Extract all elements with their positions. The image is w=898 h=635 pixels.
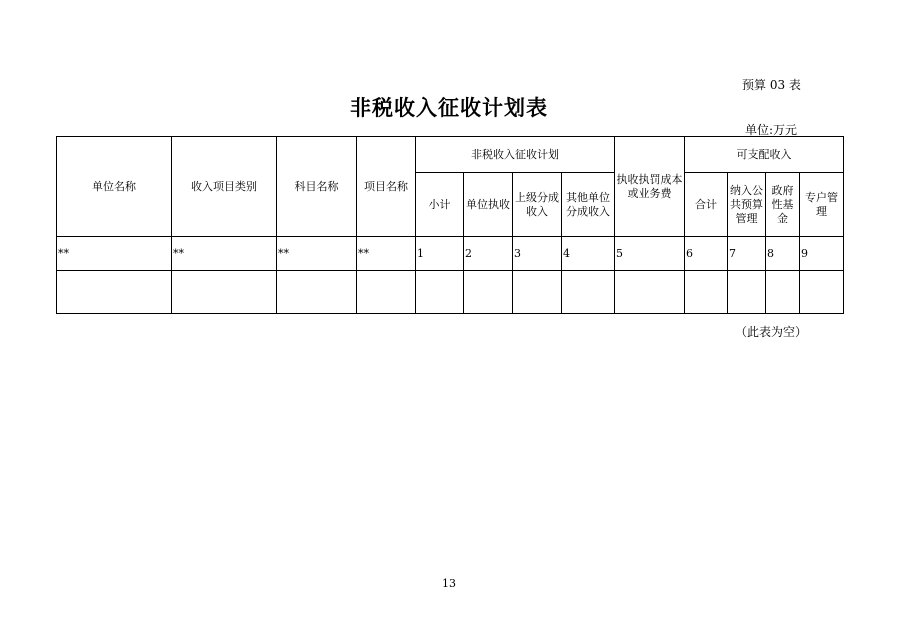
header-public-budget: 纳入公共预算管理 [728,173,766,237]
header-special-account: 专户管理 [800,173,844,237]
table-cell [172,271,277,314]
table-cell: ** [357,237,416,271]
header-enforcement-cost: 执收执罚成本或业务费 [615,137,685,237]
table-cell: ** [277,237,357,271]
page-title: 非税收入征收计划表 [350,95,548,120]
form-code: 预算 03 表 [742,78,801,92]
table-cell [416,271,464,314]
table-cell: 3 [513,237,562,271]
table-cell [800,271,844,314]
table-cell: 1 [416,237,464,271]
table-cell [766,271,800,314]
header-item-name: 项目名称 [357,137,416,237]
table-cell [685,271,728,314]
table-row [57,237,844,271]
header-income-category: 收入项目类别 [172,137,277,237]
table-cell [513,271,562,314]
table-cell: ** [57,237,172,271]
table-cell: 5 [615,237,685,271]
header-subtotal: 小计 [416,173,464,237]
table-cell [277,271,357,314]
table-cell: 4 [562,237,615,271]
header-unit-collect: 单位执收 [464,173,513,237]
table-cell: 2 [464,237,513,271]
table-cell: 6 [685,237,728,271]
table-cell: 7 [728,237,766,271]
page-number: 13 [442,577,456,590]
header-group-plan: 非税收入征收计划 [416,137,615,173]
table-cell [57,271,172,314]
table-cell [464,271,513,314]
header-total: 合计 [685,173,728,237]
budget-table [56,136,844,314]
header-gov-fund: 政府性基金 [766,173,800,237]
header-upper-split: 上级分成收入 [513,173,562,237]
empty-table-note: （此表为空） [735,325,808,339]
header-group-disposable: 可支配收入 [685,137,844,173]
header-other-split: 其他单位分成收入 [562,173,615,237]
table-row-empty [57,271,844,314]
table-cell [357,271,416,314]
table-cell: 8 [766,237,800,271]
table-cell [615,271,685,314]
unit-label: 单位:万元 [745,123,798,137]
table-cell: ** [172,237,277,271]
table-cell [562,271,615,314]
table-cell [728,271,766,314]
header-unit-name: 单位名称 [57,137,172,237]
header-subject-name: 科目名称 [277,137,357,237]
table-cell: 9 [800,237,844,271]
